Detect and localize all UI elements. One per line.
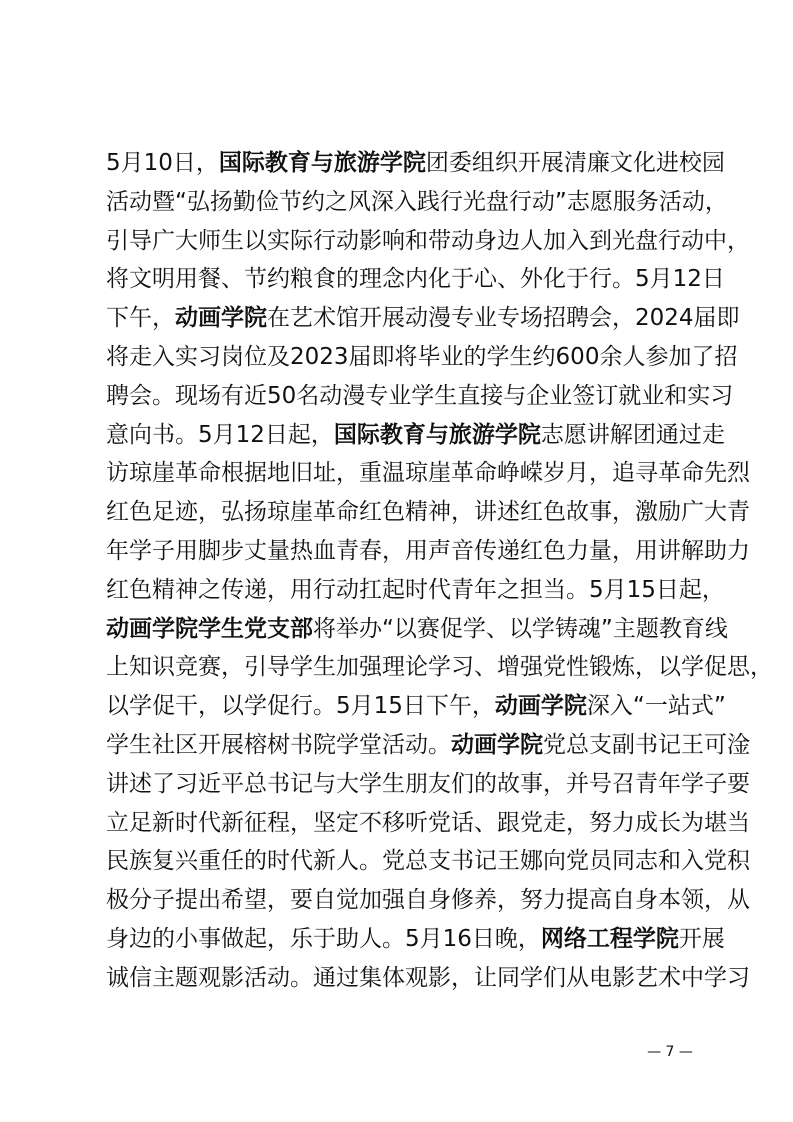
text-line: 将 走 入 实 习 岗 位 及 2023 届 即 将 毕 业 的 学 生 约 600 余 人 参 加 了 招 — [106, 344, 738, 370]
text-line: 动 画 学 院 学 生 党 支 部 将 举 办 “ 以 赛 促 学 、 以 学 铸 魂 ” 主 题 教 育 线 — [106, 615, 728, 642]
text-line: 年 学 子 用 脚 步 丈 量 热 血 青 春 ， 用 声 音 传 递 红 色 力 量 ， 用 讲 解 助 力 — [106, 538, 750, 564]
text-line: 意 向 书 。 5 月 12 日 起 ， 国 际 教 育 与 旅 游 学 院 志 愿 讲 解 团 通 过 走 — [106, 421, 725, 448]
text-line: 将 文 明 用 餐 、 节 约 粮 食 的 理 念 内 化 于 心 、 外 化 于 行 。 5 月 12 日 — [106, 266, 725, 293]
page-number: — 7 — — [647, 1044, 693, 1060]
text-line: 立 足 新 时 代 新 征 程 ， 坚 定 不 移 听 党 话 、 跟 党 走 ， 努 力 成 长 为 堪 当 — [106, 809, 750, 836]
text-line: 极 分 子 提 出 希 望 ， 要 自 觉 加 强 自 身 修 养 ， 努 力 提 高 自 身 本 领 ， 从 — [106, 887, 750, 914]
text-line: 以 学 促 干 ， 以 学 促 行 。 5 月 15 日 下 午 ， 动 画 学 院 深 入 “ 一 站 式 ” — [106, 693, 726, 720]
text-line: 聘 会 。 现 场 有 近 50 名 动 漫 专 业 学 生 直 接 与 企 业 签 订 就 业 和 实 习 — [106, 382, 734, 409]
text-line: 访 琼 崖 革 命 根 据 地 旧 址 ， 重 温 琼 崖 革 命 峥 嵘 岁 月 ， 追 寻 革 命 先 烈 — [106, 460, 750, 487]
text-line: 讲 述 了 习 近 平 总 书 记 与 大 学 生 朋 友 们 的 故 事 ， 并 号 召 青 年 学 子 要 — [106, 770, 750, 797]
text-line: 民 族 复 兴 重 任 的 时 代 新 人 。 党 总 支 书 记 王 娜 向 党 员 同 志 和 入 党 积 — [106, 848, 750, 875]
text-line: 红 色 精 神 之 传 递 ， 用 行 动 扛 起 时 代 青 年 之 担 当 。 5 月 15 日 起 ， — [106, 576, 725, 603]
text-line: 引 导 广 大 师 生 以 实 际 行 动 影 响 和 带 动 身 边 人 加 入 到 光 盘 行 动 中 ， — [106, 227, 750, 254]
text-line: 下 午 ， 动 画 学 院 在 艺 术 馆 开 展 动 漫 专 业 专 场 招 聘 会 ， 2024 届 即 — [106, 305, 740, 332]
text-line: 活 动 暨 “ 弘 扬 勤 俭 节 约 之 风 深 入 践 行 光 盘 行 动 ” 志 愿 服 务 活 动 ， — [106, 188, 728, 215]
text-line: 5 月 10 日 ， 国 际 教 育 与 旅 游 学 院 团 委 组 织 开 展 清 廉 文 化 进 校 园 — [106, 150, 725, 176]
text-line: 上 知 识 竞 赛 ， 引 导 学 生 加 强 理 论 学 习 、 增 强 党 性 锻 炼 ， 以 学 促 思 ， — [106, 654, 773, 681]
text-line: 学 生 社 区 开 展 榕 树 书 院 学 堂 活 动 。 动 画 学 院 党 总 支 副 书 记 王 可 淦 — [106, 732, 750, 758]
text-line: 身 边 的 小 事 做 起 ， 乐 于 助 人 。 5 月 16 日 晚 ， 网 络 工 程 学 院 开 展 — [106, 926, 725, 952]
text-line: 诚 信 主 题 观 影 活 动 。 通 过 集 体 观 影 ， 让 同 学 们 从 电 影 艺 术 中 学 习 — [106, 964, 750, 991]
text-line: 红 色 足 迹 ， 弘 扬 琼 崖 革 命 红 色 精 神 ， 讲 述 红 色 故 事 ， 激 励 广 大 青 — [106, 499, 750, 526]
